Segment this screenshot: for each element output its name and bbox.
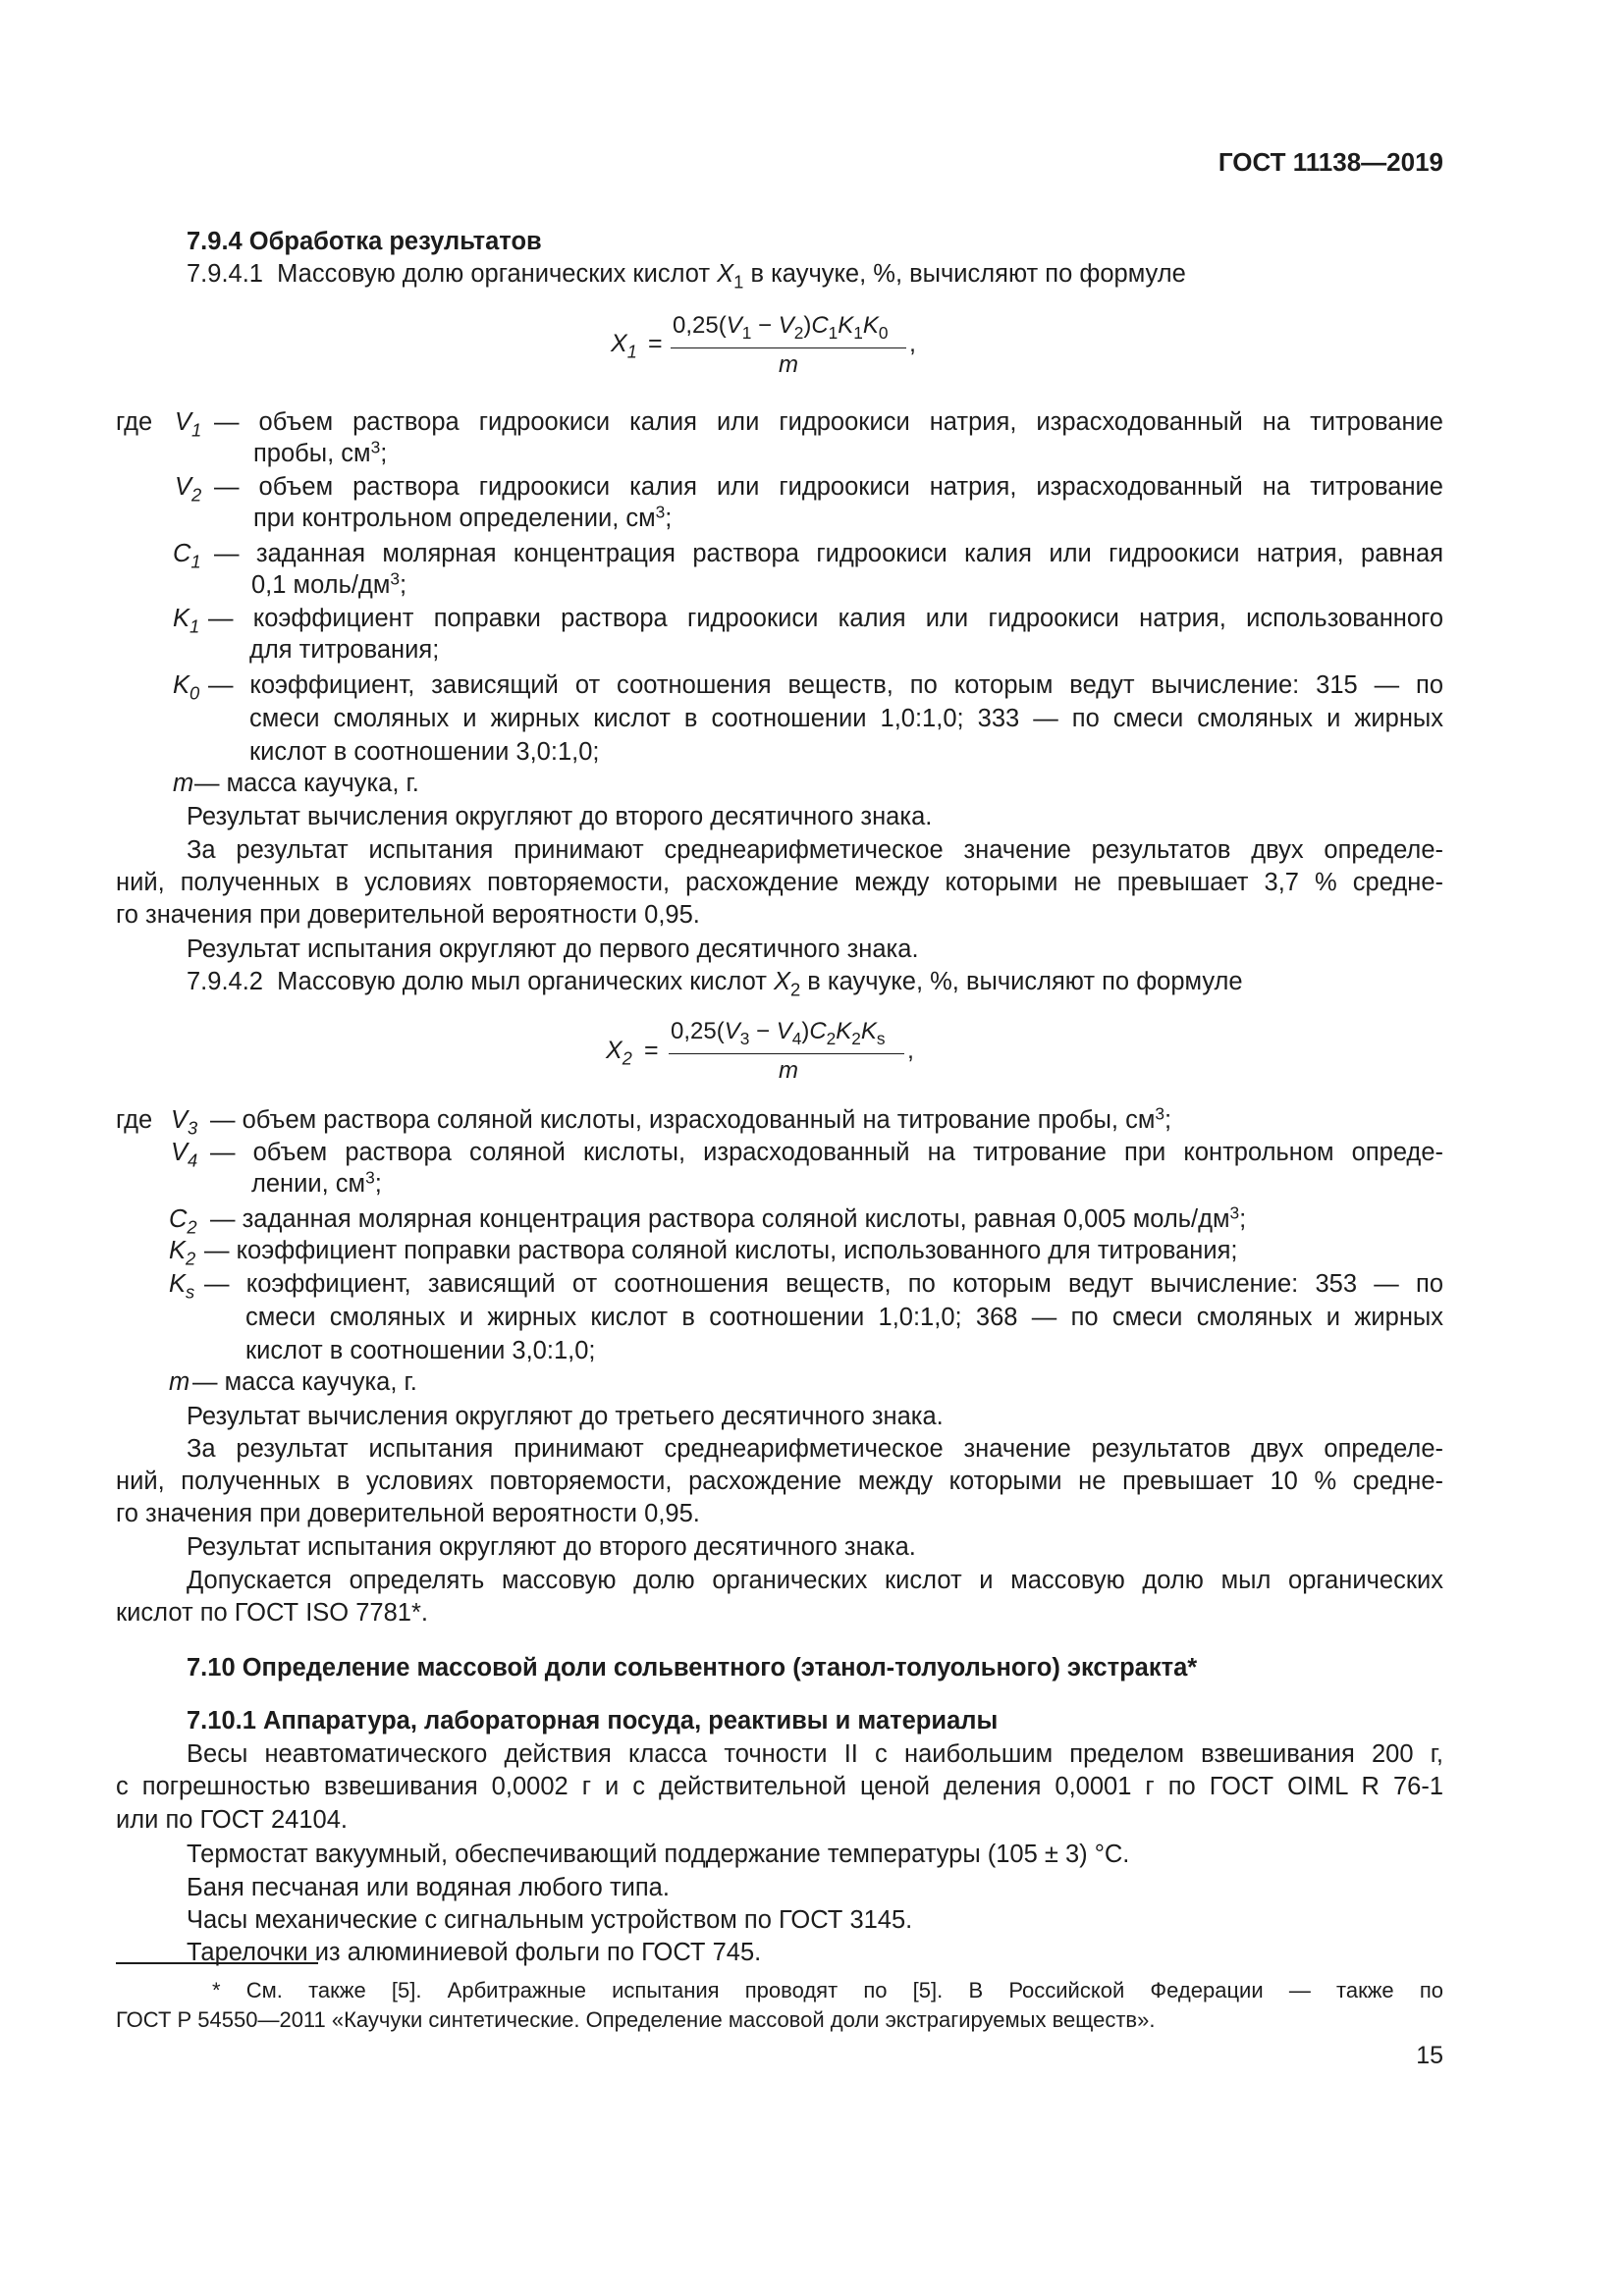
paragraph-rounding-1: Результат вычисления округляют до второго десятичного знака. <box>187 803 933 830</box>
paragraph-allow-line2: кислот по ГОСТ ISO 7781*. <box>116 1599 428 1627</box>
paragraph-result-1-line3: го значения при доверительной вероятности 0,95. <box>116 901 700 929</box>
paragraph-bath: Баня песчаная или водяная любого типа. <box>187 1874 670 1901</box>
clause-number: 7.9.4.2 <box>187 968 263 995</box>
page-number: 15 <box>1416 2042 1443 2069</box>
section-title-7-10-1: 7.10.1 Аппаратура, лабораторная посуда, реактивы и материалы <box>187 1707 999 1735</box>
document-page: ГОСТ 11138—2019 7.9.4 Обработка результатов 7.9.4.1 Массовую долю органических кислот $X_1$ в каучуке, %, вычисляют по формуле $X_1$ = $0,25(V_1 - V_2)C_1K_1K_0$ m , где $V_1$ — объем раствора гидроокиси калия или гидроокиси натрия, израсходованный на титрование пробы, $см^3$; $V_2$ — объем раствора гидроокиси калия или гидроокиси натрия, израсходованный на титрование при контрольном определении, $см^3$; $C_1$ — заданная молярная концентрация раствора гидроокиси калия или гидроокиси натрия, равная 0,1 моль/$дм^3$; $K_1$ — коэффициент поправки раствора гидроокиси калия или гидроокиси натрия, использованного для титрования; $K_0$ — коэффициент, зависящий от соотношения веществ, по которым ведут вычисление: 315 — по смеси смоляных и жирных кислот в соотношении 1,0:1,0; 333 — по смеси смоляных и жирных кислот в соотношении 3,0:1,0; m — масса каучука, г. Результат вычисления округляют до второго десятичного знака. За результат испытания принимают среднеарифметическое значение результатов двух определе- ний, полученных в условиях повторяемости, расхождение между которыми не превышает 3,7 % средне- го значения при доверительной вероятности 0,95. Результат испытания округляют до первого десятичного знака. 7.9.4.2 Массовую долю мыл органических кислот $X_2$ в каучуке, %, вычисляют по формуле $X_2$ = $0,25(V_3 - V_4)C_2K_2K_s$ m , где $V_3$ — объем раствора соляной кислоты, израсходованный на титрование пробы, $см^3$; $V_4$ — объем раствора соляной кислоты, израсходованный на титрование при контрольном опреде- лении, $см^3$; $C_2$ — заданная молярная концентрация раствора соляной кислоты, равная 0,005 моль/$дм^3$; $K_2$ — коэффициент поправки раствора соляной кислоты, использованного для титрования; $K_s$ — коэффициент, зависящий от соотношения веществ, по которым ведут вычисление: 353 — по смеси смоляных и жирных кислот в соотношении 1,0:1,0; 368 — по смеси смоляных и жирных кислот в соотношении 3,0:1,0; m — масса каучука, г. Результат вычисления округляют до третьего десятичного знака. За результат испытания принимают среднеарифметическое значение результатов двух определе- ний, полученных в условиях повторяемости, расхождение между которыми не превышает 10 % средне- го значения при доверительной вероятности 0,95. Результат испытания округляют до второго десятичного знака. Допускается определять массовую долю органических кислот и массовую долю мыл органических кислот по ГОСТ ISO 7781*. 7.10 Определение массовой доли сольвентного (этанол-толуольного) экстракта* 7.10.1 Аппаратура, лабораторная посуда, реактивы и материалы Весы неавтоматического действия класса точности II с наибольшим пределом взвешивания 200 г, с погрешностью взвешивания 0,0002 г и с действительной ценой деления 0,0001 г по ГОСТ OIML R 76-1 или по ГОСТ 24104. Термостат вакуумный, обеспечивающий поддержание температуры (105 ± 3) °C. Баня песчаная или водяная любого типа. Часы механические с сигнальным устройством по ГОСТ 3145. Тарелочки из алюминиевой фольги по ГОСТ 745. * См. также [5]. Арбитражные испытания проводят по [5]. В Российской Федерации — также по ГОСТ Р 54550—2011 «Каучуки синтетические. Определение массовой доли экстрагируемых веществ». 15 <box>116 147 1443 2069</box>
footnote-line1: * См. также [5]. Арбитражные испытания проводят по [5]. В Российской Федерации — также по <box>212 1978 1443 2002</box>
section-title-7-10: 7.10 Определение массовой доли сольвентного (этанол-толуольного) экстракта* <box>187 1654 1198 1682</box>
document-header-id: ГОСТ 11138—2019 <box>1218 147 1443 177</box>
paragraph-result-2-line3: го значения при доверительной вероятности 0,95. <box>116 1500 700 1527</box>
formula-numerator: $0,25(V_1 - V_2)C_1K_1K_0$ <box>673 312 889 344</box>
footnote-separator <box>116 1962 318 1964</box>
paragraph-scales-line2: с погрешностью взвешивания 0,0002 г и с действительной ценой деления 0,0001 г по ГОСТ OIML R 76-1 <box>116 1773 1443 1800</box>
where-label: где <box>116 1106 153 1134</box>
fraction-bar <box>671 347 906 348</box>
paragraph-result-1-line1: За результат испытания принимают среднеарифметическое значение результатов двух определе- <box>187 836 1443 864</box>
formula-lhs: $X_1$ <box>611 330 637 362</box>
paragraph-result-2-line2: ний, полученных в условиях повторяемости, расхождение между которыми не превышает 10 % средне- <box>116 1468 1443 1495</box>
paragraph-scales-line3: или по ГОСТ 24104. <box>116 1806 348 1834</box>
footnote-line2: ГОСТ Р 54550—2011 «Каучуки синтетические. Определение массовой доли экстрагируемых веществ». <box>116 2007 1156 2032</box>
paragraph-clock: Часы механические с сигнальным устройством по ГОСТ 3145. <box>187 1906 913 1934</box>
paragraph-rounding-4: Результат испытания округляют до второго десятичного знака. <box>187 1533 916 1561</box>
formula-denominator: m <box>779 351 798 378</box>
paragraph-7-9-4-1: 7.9.4.1 Массовую долю органических кислот $X_1$ в каучуке, %, вычисляют по формуле <box>187 260 1186 293</box>
paragraph-rounding-3: Результат вычисления округляют до третьего десятичного знака. <box>187 1403 944 1430</box>
clause-number: 7.9.4.1 <box>187 260 263 288</box>
fraction-bar <box>669 1053 904 1054</box>
paragraph-result-1-line2: ний, полученных в условиях повторяемости, расхождение между которыми не превышает 3,7 % средне- <box>116 869 1443 896</box>
paragraph-plates: Тарелочки из алюминиевой фольги по ГОСТ 745. <box>187 1939 762 1966</box>
paragraph-scales-line1: Весы неавтоматического действия класса точности II с наибольшим пределом взвешивания 200 г, <box>187 1740 1443 1768</box>
where-label: где <box>116 408 153 436</box>
section-title-7-9-4: 7.9.4 Обработка результатов <box>187 228 542 255</box>
paragraph-result-2-line1: За результат испытания принимают среднеарифметическое значение результатов двух определе- <box>187 1435 1443 1463</box>
paragraph-allow-line1: Допускается определять массовую долю органических кислот и массовую долю мыл органических <box>187 1567 1443 1594</box>
paragraph-rounding-2: Результат испытания округляют до первого десятичного знака. <box>187 935 919 963</box>
formula-denominator: m <box>779 1057 798 1084</box>
paragraph-7-9-4-2: 7.9.4.2 Массовую долю мыл органических кислот $X_2$ в каучуке, %, вычисляют по формуле <box>187 968 1243 1000</box>
paragraph-thermostat: Термостат вакуумный, обеспечивающий поддержание температуры (105 ± 3) °C. <box>187 1841 1130 1868</box>
formula-lhs: $X_2$ <box>606 1037 632 1069</box>
formula-numerator: $0,25(V_3 - V_4)C_2K_2K_s$ <box>671 1018 886 1049</box>
